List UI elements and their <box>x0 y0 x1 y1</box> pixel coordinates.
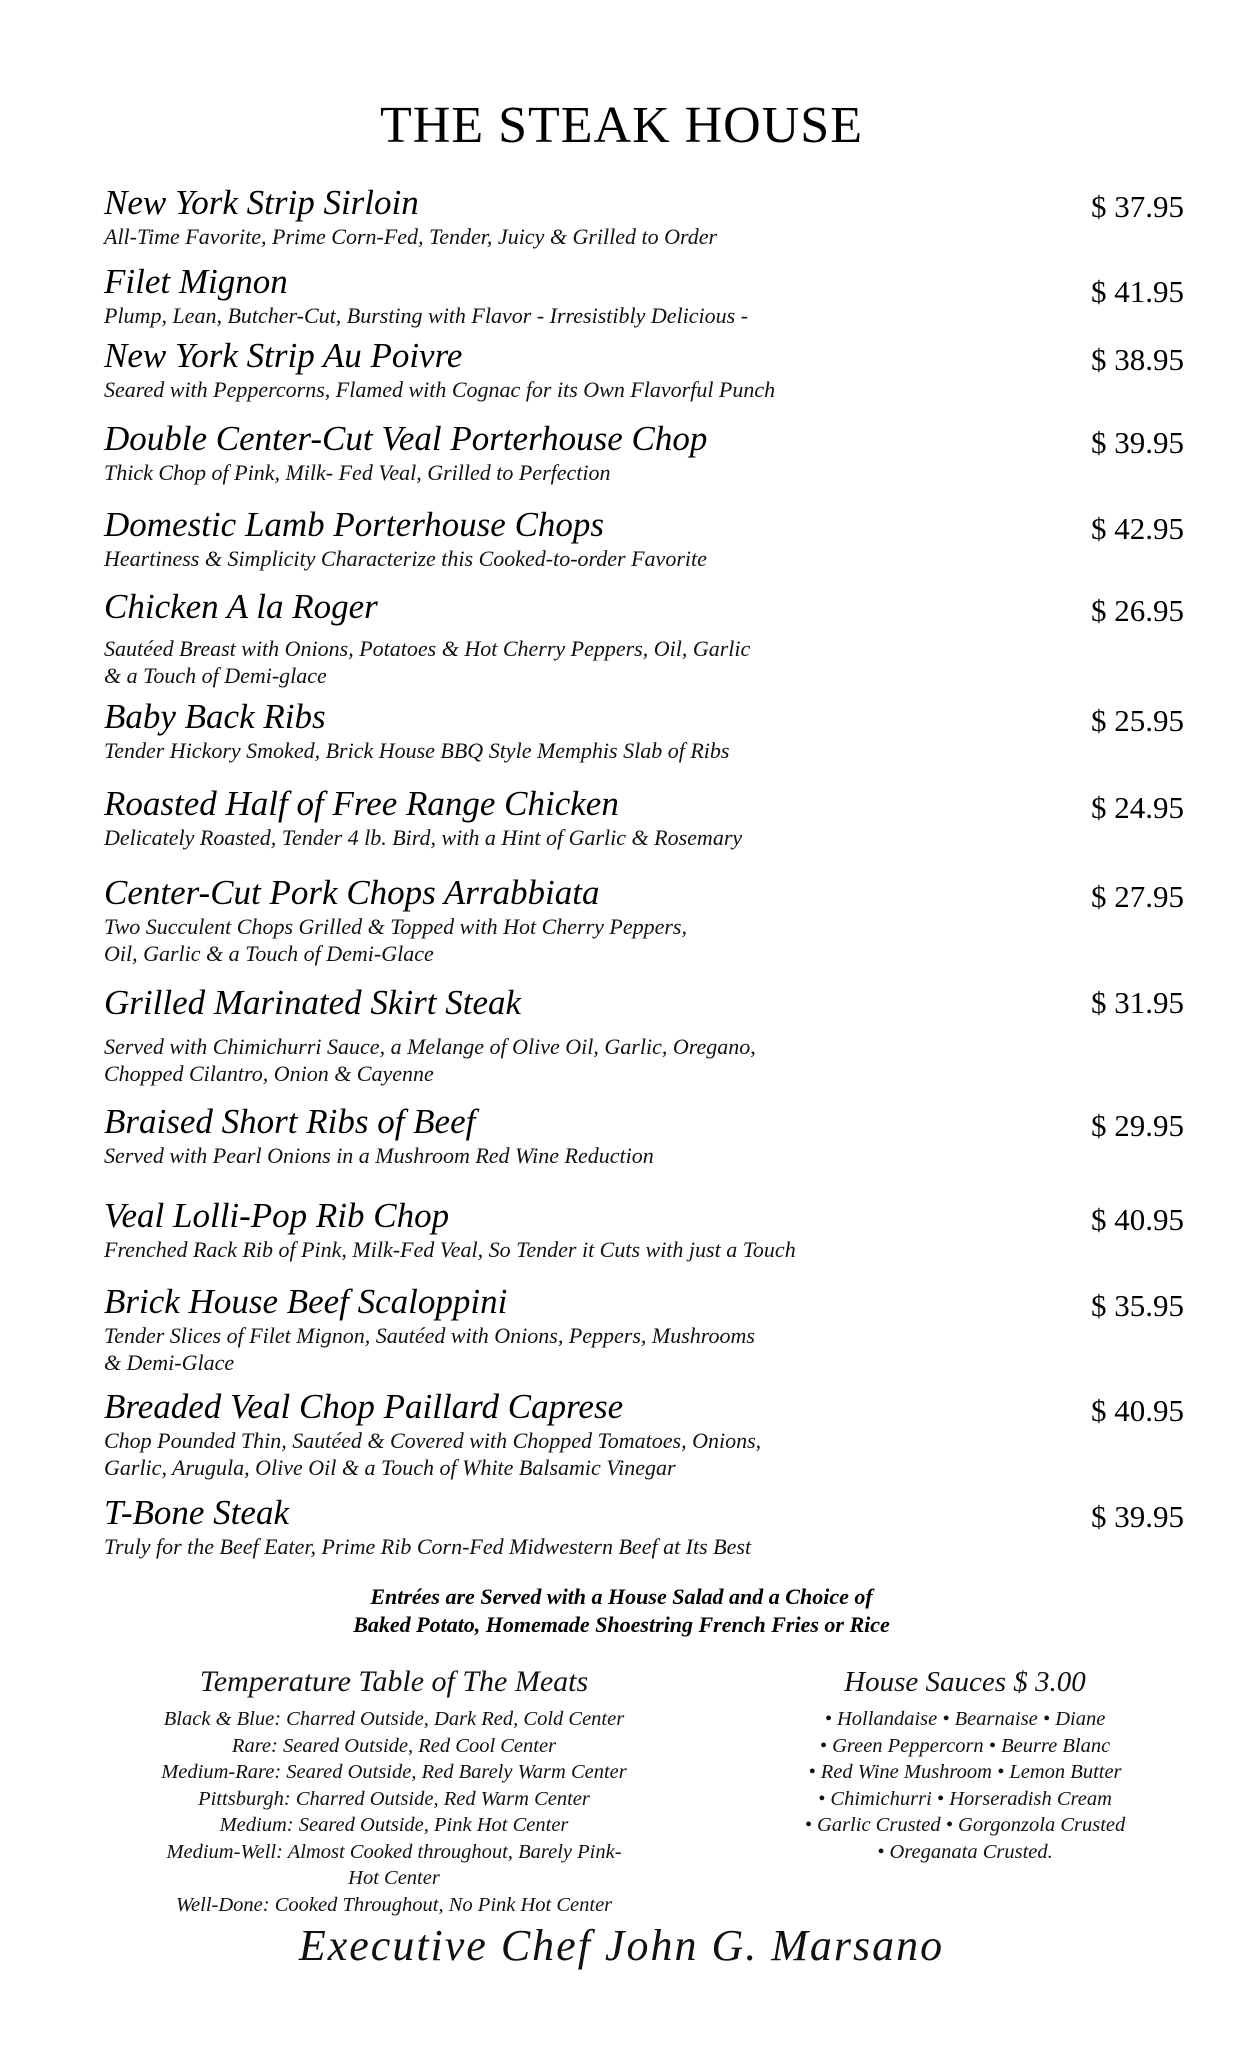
item-name: Domestic Lamb Porterhouse Chops <box>104 505 605 544</box>
house-sauces <box>740 1662 1190 1865</box>
item-name: Baby Back Ribs <box>104 697 326 736</box>
menu-title: THE STEAK HOUSE <box>380 97 863 154</box>
sauce-row: • Green Peppercorn • Beurre Blanc <box>819 1734 1111 1757</box>
menu-item-braised-short-ribs <box>104 1102 1184 1169</box>
menu-item-filet-mignon <box>104 262 1184 329</box>
item-description: Seared with Peppercorns, Flamed with Cognac for its Own Flavorful Punch <box>104 377 776 402</box>
item-price: $ 29.95 <box>1091 1108 1184 1143</box>
temperature-row: Well-Done: Cooked Throughout, No Pink Hot Center <box>175 1893 613 1916</box>
item-name: Grilled Marinated Skirt Steak <box>104 983 522 1022</box>
sauces-heading: House Sauces $ 3.00 <box>844 1666 1086 1698</box>
temperature-row: Medium-Rare: Seared Outside, Red Barely Warm Center <box>161 1761 627 1783</box>
menu-item-veal-chop-paillard <box>104 1387 1184 1481</box>
item-description: Thick Chop of Pink, Milk- Fed Veal, Grilled to Perfection <box>104 460 611 485</box>
menu-item-new-york-strip-sirloin <box>104 183 1184 250</box>
item-description: Truly for the Beef Eater, Prime Rib Corn-Fed Midwestern Beef at Its Best <box>104 1534 752 1559</box>
entree-note-line: Entrées are Served with a House Salad and a Choice of <box>370 1584 873 1609</box>
sauce-row: • Red Wine Mushroom • Lemon Butter <box>808 1761 1122 1783</box>
menu-item-veal-lolli-pop <box>104 1196 1184 1263</box>
menu-item-baby-back-ribs <box>104 697 1184 764</box>
item-description: & Demi-Glace <box>104 1350 235 1375</box>
item-name: Double Center-Cut Veal Porterhouse Chop <box>104 419 708 458</box>
temperature-row: Medium-Well: Almost Cooked throughout, Barely Pink- <box>166 1840 622 1863</box>
menu-item-lamb-porterhouse-chops <box>104 505 1184 572</box>
item-name: New York Strip Sirloin <box>104 183 419 222</box>
item-price: $ 41.95 <box>1091 274 1184 309</box>
item-name: T-Bone Steak <box>104 1493 289 1532</box>
item-name: New York Strip Au Poivre <box>104 336 463 375</box>
temperature-row: Medium: Seared Outside, Pink Hot Center <box>219 1814 569 1836</box>
item-name: Chicken A la Roger <box>104 587 378 626</box>
entree-note <box>0 1583 1243 1639</box>
temperature-row: Black & Blue: Charred Outside, Dark Red, Cold Center <box>163 1708 625 1730</box>
temperature-row: Hot Center <box>348 1867 440 1889</box>
item-description: Oil, Garlic & a Touch of Demi-Glace <box>104 941 434 966</box>
item-price: $ 35.95 <box>1091 1288 1184 1323</box>
entree-note-line: Baked Potato, Homemade Shoestring French Fries or Rice <box>353 1612 890 1637</box>
temperature-table <box>58 1662 730 1918</box>
item-description: Tender Slices of Filet Mignon, Sautéed with Onions, Peppers, Mushrooms <box>104 1323 755 1348</box>
item-description: Plump, Lean, Butcher-Cut, Bursting with Flavor - Irresistibly Delicious - <box>104 303 749 328</box>
menu-item-beef-scaloppini <box>104 1282 1184 1376</box>
temperature-row: Rare: Seared Outside, Red Cool Center <box>231 1734 557 1757</box>
item-price: $ 40.95 <box>1091 1202 1184 1237</box>
item-description: Garlic, Arugula, Olive Oil & a Touch of White Balsamic Vinegar <box>104 1455 676 1480</box>
item-name: Breaded Veal Chop Paillard Caprese <box>104 1387 624 1426</box>
item-price: $ 37.95 <box>1091 189 1184 224</box>
menu-item-skirt-steak <box>104 983 1184 1087</box>
item-price: $ 40.95 <box>1091 1393 1184 1428</box>
item-description: Heartiness & Simplicity Characterize this Cooked-to-order Favorite <box>104 546 707 571</box>
item-description: Chopped Cilantro, Onion & Cayenne <box>104 1061 434 1086</box>
item-description: Served with Chimichurri Sauce, a Melange of Olive Oil, Garlic, Oregano, <box>104 1034 756 1059</box>
item-description: Served with Pearl Onions in a Mushroom Red Wine Reduction <box>104 1143 654 1168</box>
sauce-row: • Chimichurri • Horseradish Cream <box>818 1787 1112 1810</box>
item-name: Brick House Beef Scaloppini <box>104 1282 508 1321</box>
item-price: $ 26.95 <box>1091 593 1184 628</box>
item-price: $ 39.95 <box>1091 1499 1184 1534</box>
menu-item-t-bone-steak <box>104 1493 1184 1560</box>
temperature-row: Pittsburgh: Charred Outside, Red Warm Center <box>198 1787 590 1810</box>
item-description: All-Time Favorite, Prime Corn-Fed, Tender, Juicy & Grilled to Order <box>104 224 718 249</box>
item-price: $ 27.95 <box>1091 879 1184 914</box>
item-description: & a Touch of Demi-glace <box>104 663 327 688</box>
sauce-row: • Hollandaise • Bearnaise • Diane <box>824 1708 1106 1730</box>
item-description: Two Succulent Chops Grilled & Topped with Hot Cherry Peppers, <box>104 914 687 939</box>
sauce-row: • Garlic Crusted • Gorgonzola Crusted <box>804 1814 1126 1836</box>
item-price: $ 38.95 <box>1091 342 1184 377</box>
executive-chef-signature: Executive Chef John G. Marsano <box>298 1921 945 1970</box>
item-name: Filet Mignon <box>104 262 288 301</box>
item-name: Braised Short Ribs of Beef <box>104 1102 476 1141</box>
item-description: Frenched Rack Rib of Pink, Milk-Fed Veal, So Tender it Cuts with just a Touch <box>104 1237 796 1262</box>
item-price: $ 39.95 <box>1091 425 1184 460</box>
item-price: $ 24.95 <box>1091 790 1184 825</box>
item-description: Sautéed Breast with Onions, Potatoes & Hot Cherry Peppers, Oil, Garlic <box>104 636 751 661</box>
temperature-heading: Temperature Table of The Meats <box>199 1665 589 1698</box>
item-description: Chop Pounded Thin, Sautéed & Covered with Chopped Tomatoes, Onions, <box>104 1428 762 1453</box>
menu-item-new-york-strip-au-poivre <box>104 336 1184 403</box>
item-price: $ 42.95 <box>1091 511 1184 546</box>
item-description: Tender Hickory Smoked, Brick House BBQ Style Memphis Slab of Ribs <box>104 738 730 763</box>
menu-item-chicken-a-la-roger <box>104 587 1184 689</box>
menu-item-roasted-half-chicken <box>104 784 1184 851</box>
menu-item-pork-chops-arrabbiata <box>104 873 1184 967</box>
item-price: $ 25.95 <box>1091 703 1184 738</box>
menu-item-veal-porterhouse-chop <box>104 419 1184 486</box>
sauce-row: • Oreganata Crusted. <box>877 1840 1053 1863</box>
item-name: Roasted Half of Free Range Chicken <box>104 784 619 823</box>
item-name: Veal Lolli-Pop Rib Chop <box>104 1196 450 1235</box>
item-description: Delicately Roasted, Tender 4 lb. Bird, with a Hint of Garlic & Rosemary <box>104 825 743 850</box>
item-price: $ 31.95 <box>1091 985 1184 1020</box>
item-name: Center-Cut Pork Chops Arrabbiata <box>104 873 600 912</box>
